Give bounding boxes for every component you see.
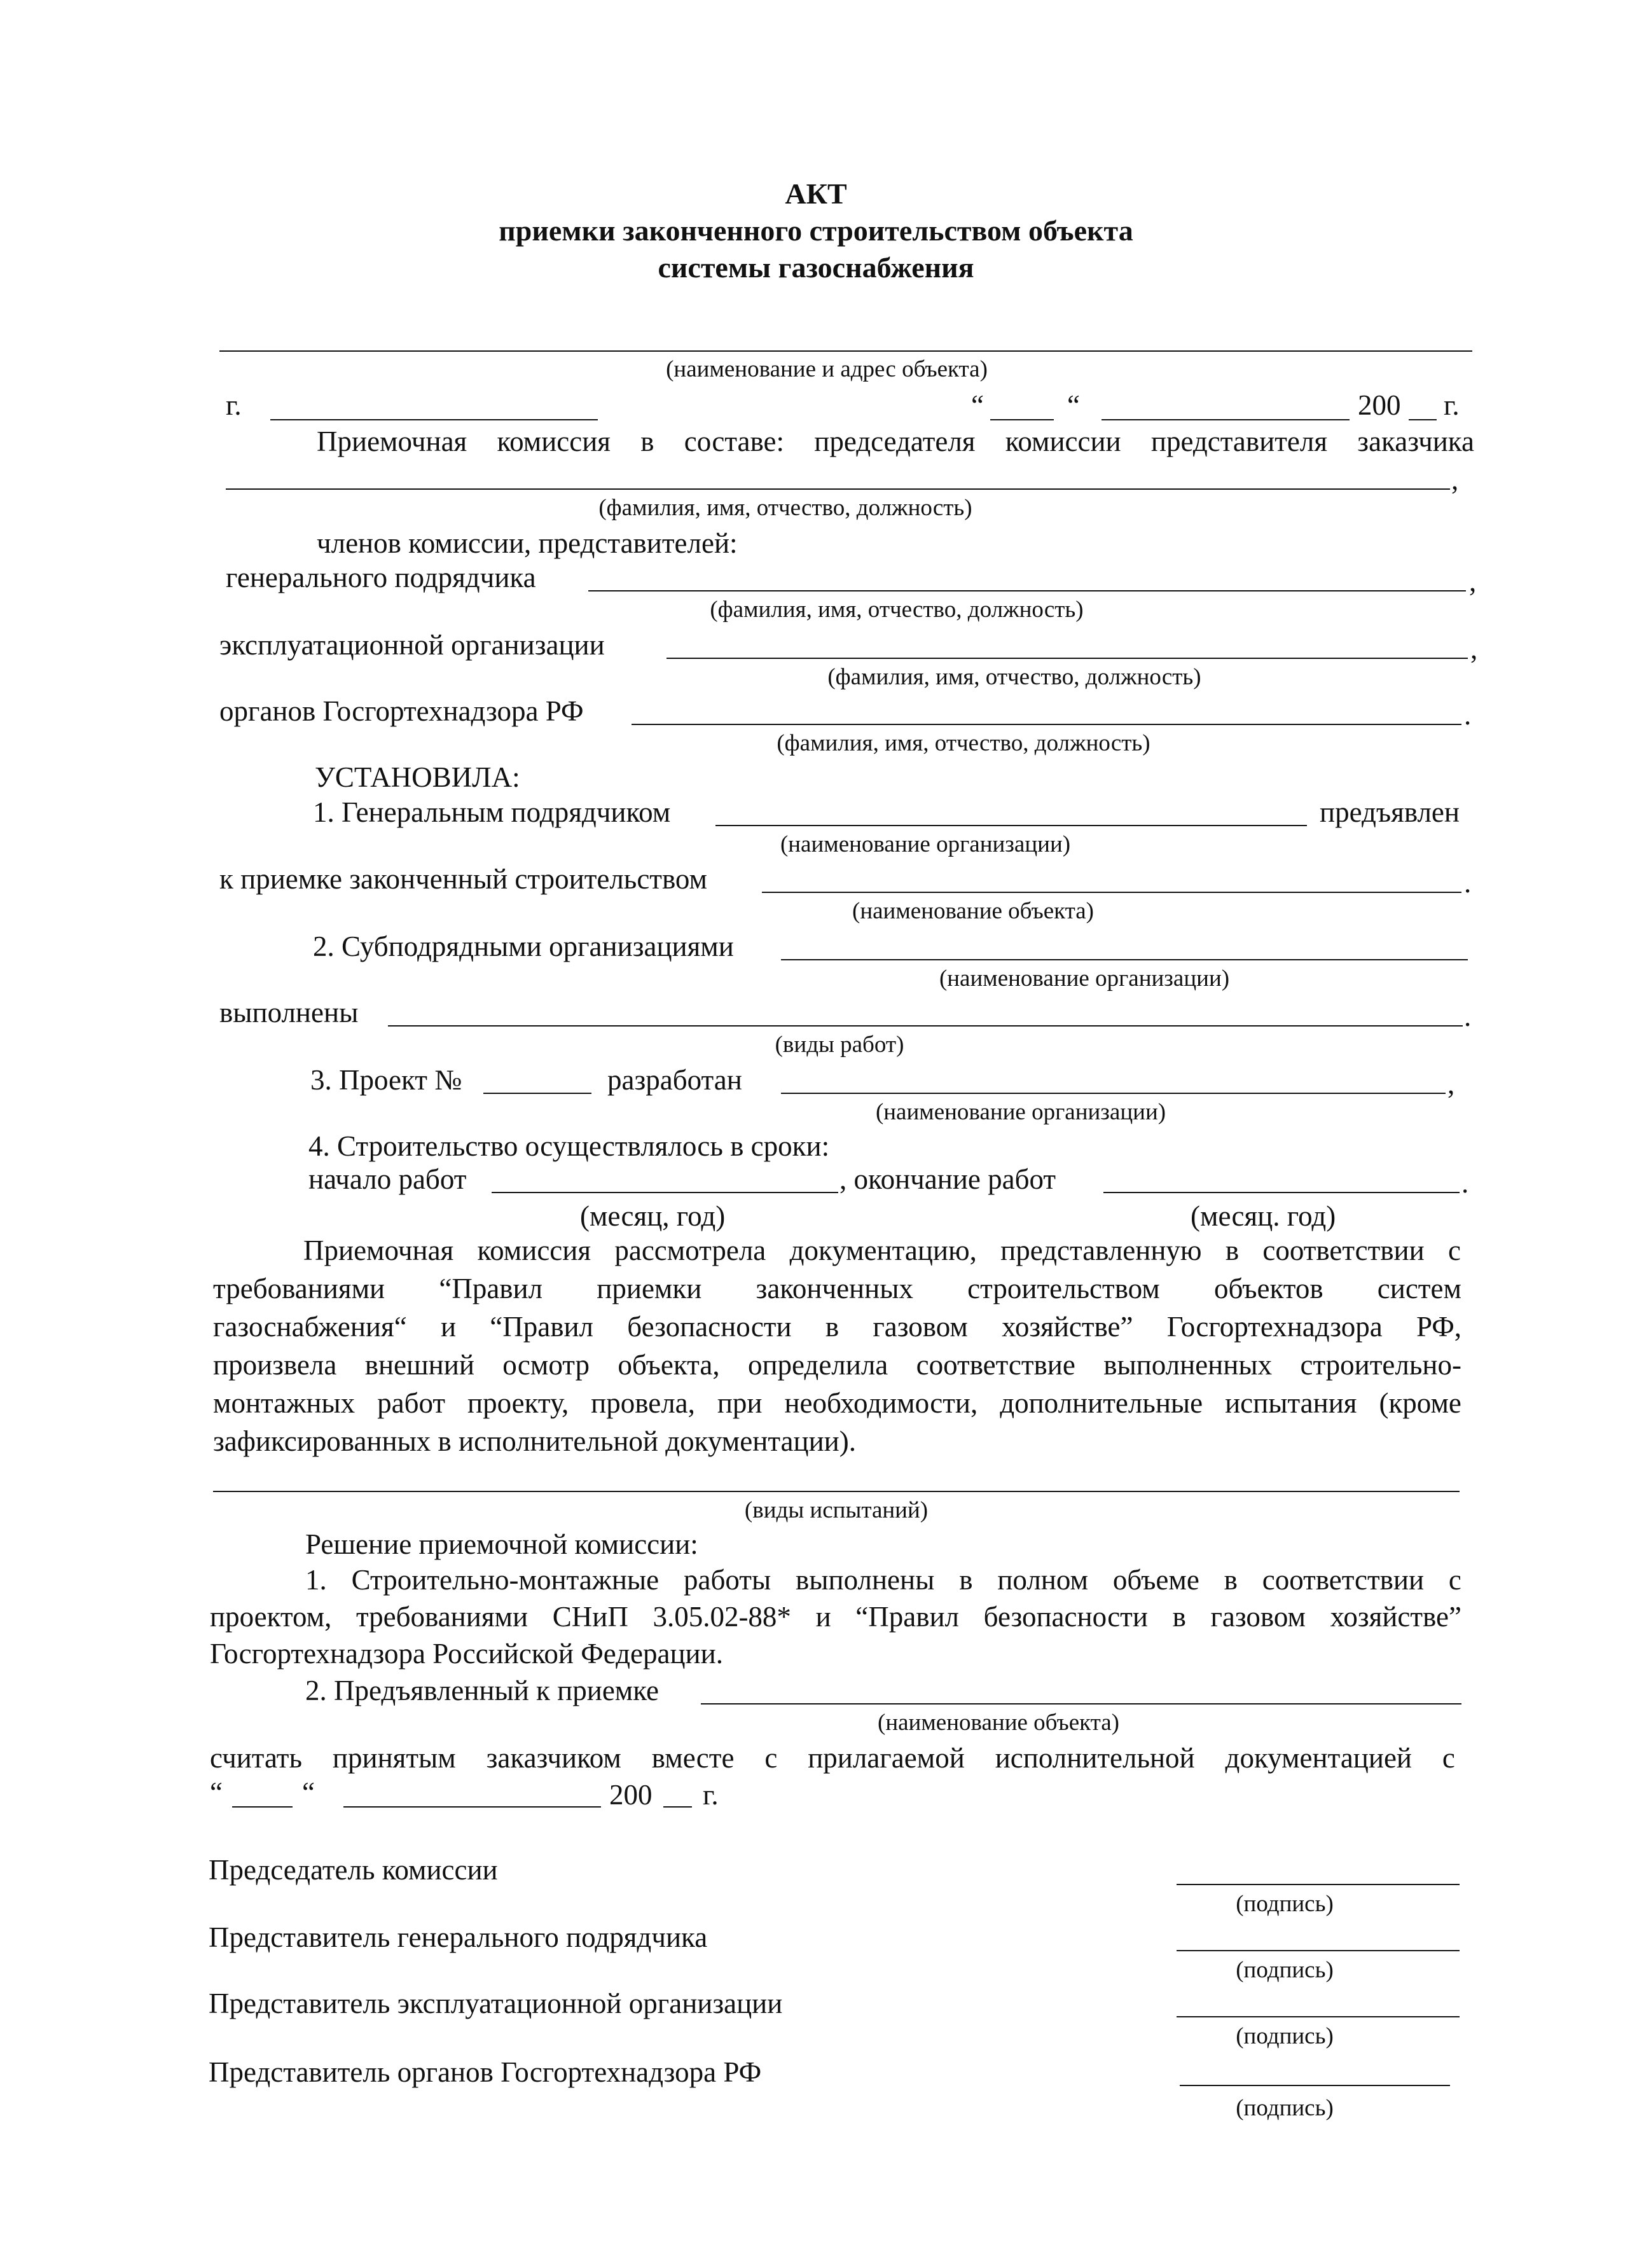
gosgortekhnadzor-caption: (фамилия, имя, отчество, должность) [777, 730, 1150, 756]
commission-intro-text-word: представителя [1150, 425, 1328, 457]
tests-caption: (виды испытаний) [744, 1497, 929, 1523]
review-line-2-text-word: строительством [967, 1273, 1160, 1304]
signature-caption-general-contractor: (подпись) [1236, 1957, 1334, 1983]
decision-item1-line2 [210, 1603, 1461, 1631]
review-line-3-text-word: газоснабжения“ [213, 1311, 407, 1343]
review-line-4-text-word: строительно- [1300, 1349, 1461, 1381]
decision-item1-line2-text-word: 3.05.02-88* [653, 1601, 791, 1633]
decision-item1-line1-text-word: Строительно-монтажные [351, 1564, 660, 1596]
chairman-line[interactable] [226, 488, 1450, 490]
date-year-suffix: г. [1444, 389, 1460, 421]
decision-object-caption: (наименование объекта) [878, 1710, 1119, 1736]
decision-item1-line2-text-word: проектом, [210, 1601, 332, 1633]
review-line-1-text-word: документацию, [789, 1234, 977, 1266]
decision-item1-line2-text-word: СНиП [552, 1601, 628, 1633]
decision-object-line[interactable] [701, 1703, 1461, 1704]
operating-org-label: эксплуатационной организации [219, 629, 605, 661]
review-line-3-text-word: Госгортехнадзора [1166, 1311, 1383, 1343]
signature-line-gosgortekhnadzor[interactable] [1180, 2085, 1450, 2086]
decision-item2-line-text-word: исполнительной [995, 1742, 1195, 1774]
decision-item1-line2-text-word: требованиями [356, 1601, 528, 1633]
established-label: УСТАНОВИЛА: [315, 761, 520, 793]
review-line-2-text-word: законченных [756, 1273, 913, 1304]
commission-intro-text-word: заказчика [1357, 425, 1474, 457]
chairman-caption: (фамилия, имя, отчество, должность) [598, 495, 972, 521]
commission-intro-text-word: Приемочная [317, 425, 467, 457]
decision-item1-line2-text-word: безопасности [983, 1601, 1148, 1633]
review-line-5-text-word: необходимости, [784, 1387, 978, 1419]
operating-org-caption: (фамилия, имя, отчество, должность) [827, 664, 1201, 690]
commission-intro-text-word: комиссии [1005, 425, 1121, 457]
review-line-5-text-word: проекту, [467, 1387, 569, 1419]
project-number-line[interactable] [483, 1093, 591, 1094]
decision-item1-line3: Госгортехнадзора Российской Федерации. [210, 1638, 723, 1670]
gosgortekhnadzor-period: . [1464, 699, 1472, 731]
decision-label: Решение приемочной комиссии: [305, 1528, 698, 1560]
review-line-2 [213, 1275, 1461, 1303]
review-line-4 [213, 1351, 1461, 1379]
general-contractor-comma: , [1469, 565, 1477, 597]
decision-item2-line-text-word: принятым [332, 1742, 456, 1774]
decision-quote-close: “ [302, 1776, 315, 1808]
item3-comma: , [1447, 1068, 1455, 1100]
decision-item1-line1-text-word: работы [684, 1564, 771, 1596]
operating-org-line[interactable] [667, 658, 1468, 659]
performed-label: выполнены [219, 997, 359, 1028]
item1-object-line[interactable] [762, 892, 1461, 893]
decision-item1-line2-text-word: и [815, 1601, 831, 1633]
review-line-1-text-word: соответствии [1262, 1234, 1425, 1266]
end-caption: (месяц. год) [1191, 1200, 1336, 1232]
review-line-2-text-word: “Правил [439, 1273, 543, 1304]
review-line-5 [213, 1389, 1461, 1418]
city-line[interactable] [270, 419, 598, 420]
date-day-line[interactable] [990, 419, 1054, 420]
decision-month-line[interactable] [343, 1806, 601, 1808]
item3-org-line[interactable] [781, 1093, 1446, 1094]
decision-item1-line2-text-word: “Правил [855, 1601, 960, 1633]
decision-item1-line1-text-word: соответствии [1262, 1564, 1425, 1596]
decision-item1-line1-text-word: полном [997, 1564, 1088, 1596]
signature-role-chairman: Председатель комиссии [209, 1854, 498, 1886]
review-line-2-text-word: объектов [1213, 1273, 1323, 1304]
performed-works-line[interactable] [388, 1025, 1463, 1027]
item3-org-caption: (наименование организации) [875, 1099, 1166, 1125]
signature-caption-operating-org: (подпись) [1236, 2023, 1334, 2049]
decision-item1-line1-text-word: в [959, 1564, 973, 1596]
decision-quote-open: “ [210, 1776, 223, 1808]
decision-day-line[interactable] [232, 1806, 293, 1808]
document-title: АКТ [785, 177, 847, 210]
review-line-5-text-word: монтажных [213, 1387, 356, 1419]
review-line-2-text-word: систем [1377, 1273, 1461, 1304]
decision-item2-line-text-word: с [1442, 1742, 1455, 1774]
decision-item1-line1 [305, 1566, 1461, 1594]
operating-org-comma: , [1470, 633, 1478, 665]
general-contractor-label: генерального подрядчика [226, 562, 536, 593]
review-line-4-text-word: произвела [213, 1349, 337, 1381]
decision-item2-line-text-word: вместе [651, 1742, 735, 1774]
review-line-5-text-word: испытания [1225, 1387, 1357, 1419]
decision-item1-line1-text-word: 1. [305, 1564, 327, 1596]
review-line-3 [213, 1313, 1461, 1341]
review-line-5-text-word: работ [377, 1387, 446, 1419]
general-contractor-caption: (фамилия, имя, отчество, должность) [710, 597, 1084, 623]
chairman-comma: , [1451, 464, 1459, 495]
signature-role-operating-org: Представитель эксплуатационной организации [209, 1988, 783, 2019]
object-name-caption: (наименование и адрес объекта) [666, 356, 988, 382]
members-label: членов комиссии, представителей: [317, 527, 738, 559]
general-contractor-line[interactable] [588, 590, 1466, 591]
commission-intro-text-word: в [640, 425, 654, 457]
performed-period: . [1464, 1000, 1472, 1032]
decision-item2-line-text-word: документацией [1225, 1742, 1412, 1774]
review-line-6: зафиксированных в исполнительной документации). [213, 1425, 856, 1457]
review-line-3-text-word: РФ, [1416, 1311, 1461, 1343]
item1-org-line[interactable] [715, 825, 1307, 826]
review-line-5-text-word: дополнительные [1000, 1387, 1203, 1419]
review-line-4-text-word: объекта, [618, 1349, 720, 1381]
review-line-1-text-word: представленную [1000, 1234, 1202, 1266]
decision-item2-line-text-word: прилагаемой [808, 1742, 965, 1774]
decision-item2-line [210, 1744, 1455, 1773]
review-line-4-text-word: осмотр [502, 1349, 590, 1381]
review-line-1-text-word: Приемочная [303, 1234, 454, 1266]
commission-intro-text-word: составе: [684, 425, 784, 457]
signature-line-chairman[interactable] [1177, 1884, 1460, 1885]
review-line-5-text-word: (кроме [1379, 1387, 1461, 1419]
start-label: начало работ [308, 1163, 467, 1195]
tests-line[interactable] [213, 1491, 1460, 1492]
date-year-line[interactable] [1409, 419, 1437, 420]
review-line-4-text-word: определила [747, 1349, 888, 1381]
decision-item2-line-text-word: считать [210, 1742, 302, 1774]
decision-item1-line1-text-word: объеме [1112, 1564, 1199, 1596]
review-line-3-text-word: газовом [873, 1311, 968, 1343]
date-quote-close: “ [1067, 389, 1080, 421]
signature-line-operating-org[interactable] [1177, 2016, 1460, 2017]
commission-intro [317, 427, 1474, 456]
item1-period: . [1464, 867, 1472, 899]
decision-year-line[interactable] [663, 1806, 692, 1808]
city-prefix: г. [226, 389, 242, 421]
signature-caption-gosgortekhnadzor: (подпись) [1236, 2095, 1334, 2121]
review-line-1-text-word: с [1447, 1234, 1461, 1266]
item1-object-caption: (наименование объекта) [852, 898, 1094, 924]
gosgortekhnadzor-label: органов Госгортехнадзора РФ [219, 695, 584, 727]
decision-year-prefix: 200 [609, 1779, 653, 1811]
decision-item1-line1-text-word: выполнены [796, 1564, 935, 1596]
review-line-1 [303, 1236, 1461, 1265]
decision-item1-line2-text-word: хозяйстве” [1330, 1601, 1461, 1633]
item1-org-caption: (наименование организации) [780, 831, 1071, 857]
commission-intro-text-word: председателя [814, 425, 976, 457]
review-line-3-text-word: хозяйстве” [1002, 1311, 1133, 1343]
item2-org-line[interactable] [781, 959, 1468, 960]
decision-item2-line-text-word: с [764, 1742, 778, 1774]
date-year-prefix: 200 [1358, 389, 1401, 421]
decision-item1-line1-text-word: в [1224, 1564, 1238, 1596]
decision-item1-line2-text-word: в [1172, 1601, 1186, 1633]
review-line-5-text-word: провела, [591, 1387, 695, 1419]
signature-role-general-contractor: Представитель генерального подрядчика [209, 1921, 708, 1953]
item1-suffix: предъявлен [1320, 796, 1460, 828]
object-name-line[interactable] [219, 350, 1472, 352]
decision-year-suffix: г. [703, 1779, 719, 1811]
review-line-4-text-word: выполненных [1103, 1349, 1273, 1381]
document-subtitle-line1: приемки законченного строительством объекта [499, 214, 1133, 247]
signature-role-gosgortekhnadzor: Представитель органов Госгортехнадзора РФ [209, 2056, 762, 2088]
item2-org-caption: (наименование организации) [939, 965, 1230, 992]
review-line-3-text-word: в [825, 1311, 839, 1343]
item1-continuation: к приемке законченный строительством [219, 863, 708, 895]
review-line-1-text-word: в [1225, 1234, 1240, 1266]
document-subtitle-line2: системы газоснабжения [658, 251, 974, 284]
review-line-4-text-word: соответствие [916, 1349, 1075, 1381]
signature-line-general-contractor[interactable] [1177, 1950, 1460, 1951]
works-caption: (виды работ) [775, 1032, 904, 1058]
review-line-2-text-word: требованиями [213, 1273, 385, 1304]
signature-caption-chairman: (подпись) [1236, 1891, 1334, 1917]
item3-mid: разработан [607, 1064, 742, 1096]
gosgortekhnadzor-line[interactable] [632, 724, 1461, 725]
date-month-line[interactable] [1102, 419, 1350, 420]
start-date-line[interactable] [492, 1192, 838, 1193]
review-line-3-text-word: “Правил [490, 1311, 594, 1343]
item4-label: 4. Строительство осуществлялось в сроки: [308, 1130, 830, 1162]
review-line-1-text-word: рассмотрела [614, 1234, 766, 1266]
item1-prefix: 1. Генеральным подрядчиком [313, 796, 671, 828]
end-date-line[interactable] [1103, 1192, 1460, 1193]
item3-prefix: 3. Проект № [310, 1064, 462, 1096]
end-period: . [1461, 1167, 1469, 1199]
item2-prefix: 2. Субподрядными организациями [313, 930, 734, 962]
decision-item2-line-text-word: заказчиком [486, 1742, 621, 1774]
decision-item2-prefix: 2. Предъявленный к приемке [305, 1675, 659, 1706]
end-label: , окончание работ [839, 1163, 1056, 1195]
commission-intro-text-word: комиссия [497, 425, 611, 457]
review-line-1-text-word: комиссия [477, 1234, 591, 1266]
decision-item1-line2-text-word: газовом [1210, 1601, 1306, 1633]
review-line-3-text-word: и [440, 1311, 457, 1343]
date-quote-open: “ [971, 389, 984, 421]
start-caption: (месяц, год) [580, 1200, 726, 1232]
review-line-5-text-word: при [717, 1387, 763, 1419]
review-line-4-text-word: внешний [364, 1349, 474, 1381]
review-line-3-text-word: безопасности [627, 1311, 792, 1343]
decision-item1-line1-text-word: с [1448, 1564, 1461, 1596]
review-line-2-text-word: приемки [597, 1273, 702, 1304]
